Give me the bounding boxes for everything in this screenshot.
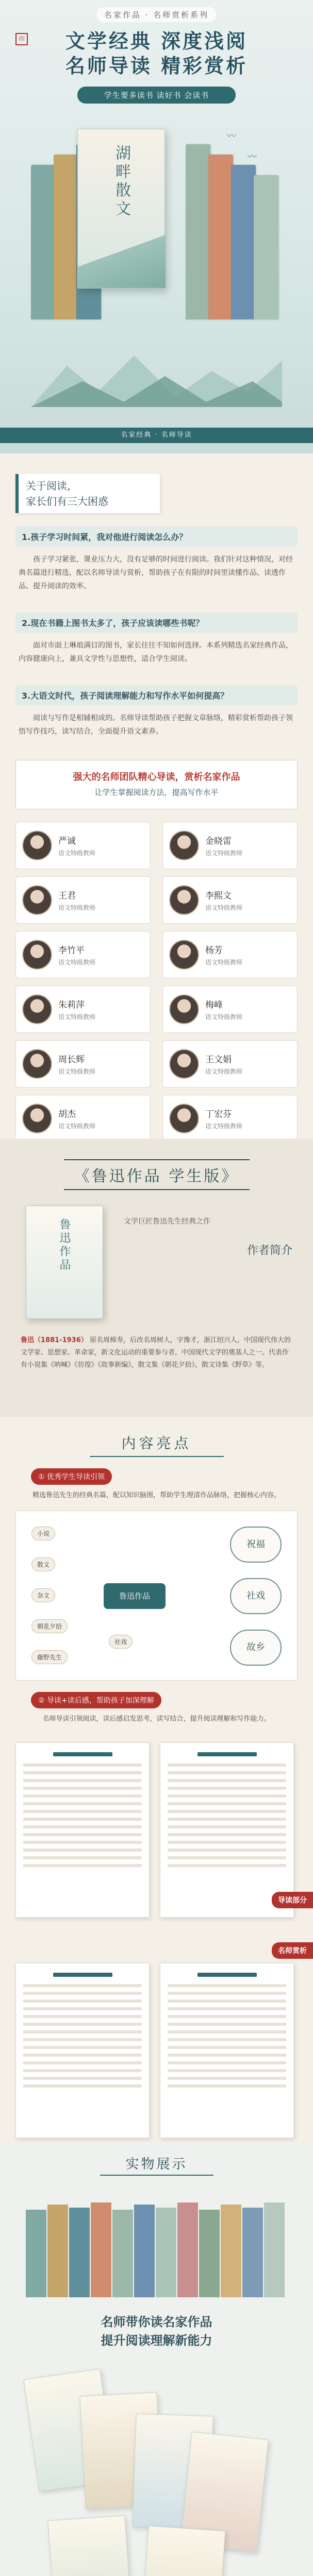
teacher-card <box>15 876 151 924</box>
teacher-name: 丁宏芬 <box>205 1109 232 1120</box>
book-page <box>160 1963 294 2138</box>
highlights-divider <box>90 1456 224 1457</box>
teacher-role: 语文特级教师 <box>205 850 243 857</box>
highlight-desc-2: 名师导读引领阅读，读后感启发思考，读写结合，提升阅读理解和写作能力。 <box>42 1715 271 1723</box>
book-spine <box>208 155 233 319</box>
teacher-name: 朱莉萍 <box>58 1000 85 1010</box>
hero-title-line-1: 文学经典 深度浅阅 <box>65 29 248 53</box>
guide-section-tag: 导读部分 <box>272 1892 313 1908</box>
series-bar <box>0 7 313 22</box>
teacher-name: 王文娟 <box>205 1055 232 1065</box>
faq-heading-line-2: 家长们有三大困惑 <box>26 495 108 507</box>
teacher-card <box>15 1040 151 1088</box>
book-spine <box>254 175 278 319</box>
book-spine <box>54 155 78 319</box>
teacher-name: 周长辉 <box>58 1055 85 1065</box>
teacher-card <box>162 986 298 1033</box>
avatar <box>169 1104 199 1133</box>
teacher-name: 胡杰 <box>58 1109 76 1120</box>
luxun-section-title: 《鲁迅作品 学生版》 <box>64 1159 250 1190</box>
avatar <box>169 885 199 915</box>
teacher-name: 杨芳 <box>205 945 223 956</box>
teacher-card <box>162 1040 298 1088</box>
author-bio-text: 原名周樟寿，后改名周树人，字豫才，浙江绍兴人。中国现代伟大的文学家、思想家、革命家，新文化运动的重要参与者，中国现代文学的奠基人之一。代表作有小说集《呐喊》《彷徨》《故事新编》，散文集《朝花夕拾》，散文诗集《野草》等。 <box>21 1336 291 1369</box>
luxun-tagline: 文学巨匠鲁迅先生经典之作 <box>124 1217 210 1226</box>
faq-question: 2.现在书籍上图书太多了，孩子应该读哪些书呢？ <box>15 613 298 633</box>
teacher-name: 李熙文 <box>205 891 232 901</box>
guide-pages-preview <box>15 1737 307 1933</box>
avatar <box>169 1049 199 1079</box>
series-label: 名家作品 · 名师赏析系列 <box>97 7 216 22</box>
avatar <box>169 940 199 970</box>
highlights-title: 内容亮点 <box>121 1435 192 1452</box>
teacher-role: 语文特级教师 <box>58 959 96 966</box>
avatar <box>22 885 52 915</box>
showcase-title: 实物展示 <box>100 2154 213 2176</box>
mind-map-center: 鲁迅作品 <box>104 1583 166 1609</box>
faq-heading-line-1: 关于阅读， <box>26 480 77 492</box>
book-page <box>15 1742 150 1918</box>
book-spine <box>31 165 56 319</box>
book-spine <box>231 165 256 319</box>
teacher-analysis-tag: 名师赏析 <box>272 1942 313 1959</box>
story-circle: 祝福 <box>230 1527 282 1563</box>
landscape-illustration <box>31 330 282 407</box>
teacher-role: 语文特级教师 <box>205 904 243 911</box>
avatar <box>169 831 199 860</box>
faq-item <box>15 685 298 744</box>
featured-book-title: 湖畔散文 <box>112 145 130 219</box>
teacher-role: 语文特级教师 <box>58 1013 96 1021</box>
mind-map-node: 散文 <box>31 1557 55 1571</box>
book-cover <box>48 2515 133 2576</box>
teacher-grid <box>15 822 298 1139</box>
teacher-card <box>162 822 298 869</box>
avatar <box>22 831 52 860</box>
avatar <box>22 1049 52 1079</box>
hero-ribbon-text: 名家经典 · 名师导读 <box>121 431 192 439</box>
teacher-name: 李竹平 <box>58 945 85 956</box>
teacher-role: 语文特级教师 <box>58 1123 96 1130</box>
faq-answer: 孩子学习紧张，课业压力大，没有足够的时间进行阅读。我们针对这种情况，对经典名篇进行精选，配以名师导读与赏析，帮助孩子在有限的时间里读懂作品、读透作品、提升阅读的效率。 <box>19 555 293 590</box>
mind-map-node: 杂文 <box>31 1588 55 1602</box>
landscape-decoration <box>31 330 282 407</box>
teacher-card <box>15 822 151 869</box>
teacher-role: 语文特级教师 <box>205 959 243 966</box>
mind-map-node: 社戏 <box>109 1635 133 1649</box>
showcase-slogan-line-1: 名师带你读名家作品 <box>101 2314 212 2329</box>
teacher-team-heading: 强大的名师团队精心导读，赏析名家作品 <box>73 772 240 783</box>
parent-faq-section <box>0 453 313 1139</box>
faq-question: 1.孩子学习时间紧，我对他进行阅读怎么办？ <box>15 527 298 547</box>
story-circle: 故乡 <box>230 1630 282 1666</box>
mind-map-node: 朝花夕拾 <box>31 1619 68 1633</box>
faq-item <box>15 527 298 599</box>
bird-icon: 〰 <box>248 151 257 162</box>
teacher-role: 语文特级教师 <box>205 1123 243 1130</box>
faq-answer: 面对市面上琳琅满目的图书，家长往往不知如何选择。本系列精选名家经典作品，内容健康向上，兼具文学性与思想性，适合学生阅读。 <box>19 641 293 663</box>
hero-banner <box>0 0 313 453</box>
teacher-card <box>15 1095 151 1139</box>
author-intro-heading: 作者简介 <box>246 1244 292 1257</box>
story-circle: 社戏 <box>230 1578 282 1614</box>
hero-title <box>21 29 292 78</box>
bird-icon: 〰 <box>227 131 236 142</box>
teacher-name: 王君 <box>58 891 76 901</box>
teacher-name: 金晓雷 <box>205 836 232 846</box>
luxun-book-section <box>0 1139 313 1417</box>
book-spine <box>186 144 210 319</box>
avatar <box>22 1104 52 1133</box>
faq-item <box>15 613 298 672</box>
luxun-book-cover <box>26 1206 103 1319</box>
product-showcase-section <box>0 2143 313 2576</box>
teacher-card <box>162 1095 298 1139</box>
luxun-book-title: 鲁迅作品 <box>58 1218 71 1272</box>
highlight-desc-1: 精选鲁迅先生的经典名篇，配以知识脑图，帮助学生理清作品脉络，把握核心内容。 <box>32 1492 281 1499</box>
teacher-role: 语文特级教师 <box>58 904 96 911</box>
teacher-card <box>15 931 151 978</box>
mountain-illustration <box>78 231 166 288</box>
showcase-slogan-line-2: 提升阅读理解新能力 <box>101 2333 212 2348</box>
avatar <box>22 940 52 970</box>
teacher-role: 语文特级教师 <box>58 1068 96 1075</box>
avatar <box>169 994 199 1024</box>
book-row-illustration <box>21 2189 292 2302</box>
mind-map <box>15 1511 298 1681</box>
avatar <box>22 994 52 1024</box>
showcase-slogan <box>0 2313 313 2350</box>
faq-answer: 阅读与写作是相辅相成的。名师导读帮助孩子把握文章脉络，精彩赏析帮助孩子领悟写作技巧，读写结合，全面提升语文素养。 <box>19 714 293 736</box>
teacher-card <box>162 931 298 978</box>
highlight-pill-2: ② 导读+读后感，帮助孩子加深理解 <box>31 1692 161 1708</box>
mind-map-node: 藤野先生 <box>31 1650 68 1664</box>
faq-question: 3.大语文时代，孩子阅读理解能力和写作水平如何提高？ <box>15 685 298 705</box>
teacher-role: 语文特级教师 <box>205 1068 243 1075</box>
author-name: 鲁迅（1881-1936） <box>21 1336 88 1344</box>
teacher-card <box>162 876 298 924</box>
seal-icon: 印 <box>15 33 28 45</box>
teacher-card <box>15 986 151 1033</box>
analysis-pages-preview <box>15 1942 307 2143</box>
teacher-team-banner <box>15 760 298 809</box>
book-page <box>15 1963 150 2138</box>
teacher-name: 梅峰 <box>205 1000 223 1010</box>
mind-map-node: 小说 <box>31 1527 55 1540</box>
teacher-role: 语文特级教师 <box>58 850 96 857</box>
faq-heading <box>15 474 160 513</box>
hero-ribbon <box>0 428 313 443</box>
teacher-team-subheading: 让学生掌握阅读方法，提高写作水平 <box>94 788 219 797</box>
book-covers-fan <box>21 2363 292 2576</box>
featured-book-cover <box>77 129 165 289</box>
highlight-pill-1: ① 优秀学生导读引领 <box>31 1468 112 1485</box>
teacher-role: 语文特级教师 <box>205 1013 243 1021</box>
content-highlights-section <box>0 1417 313 2143</box>
teacher-name: 严诚 <box>58 836 76 846</box>
author-bio <box>21 1334 292 1371</box>
audience-badge: 学生要多读书 读好书 会读书 <box>77 87 236 104</box>
box-set-photo <box>21 2189 292 2302</box>
book-page <box>160 1742 294 1918</box>
hero-title-line-2: 名师导读 精彩赏析 <box>65 54 248 77</box>
book-cover <box>141 2526 226 2576</box>
